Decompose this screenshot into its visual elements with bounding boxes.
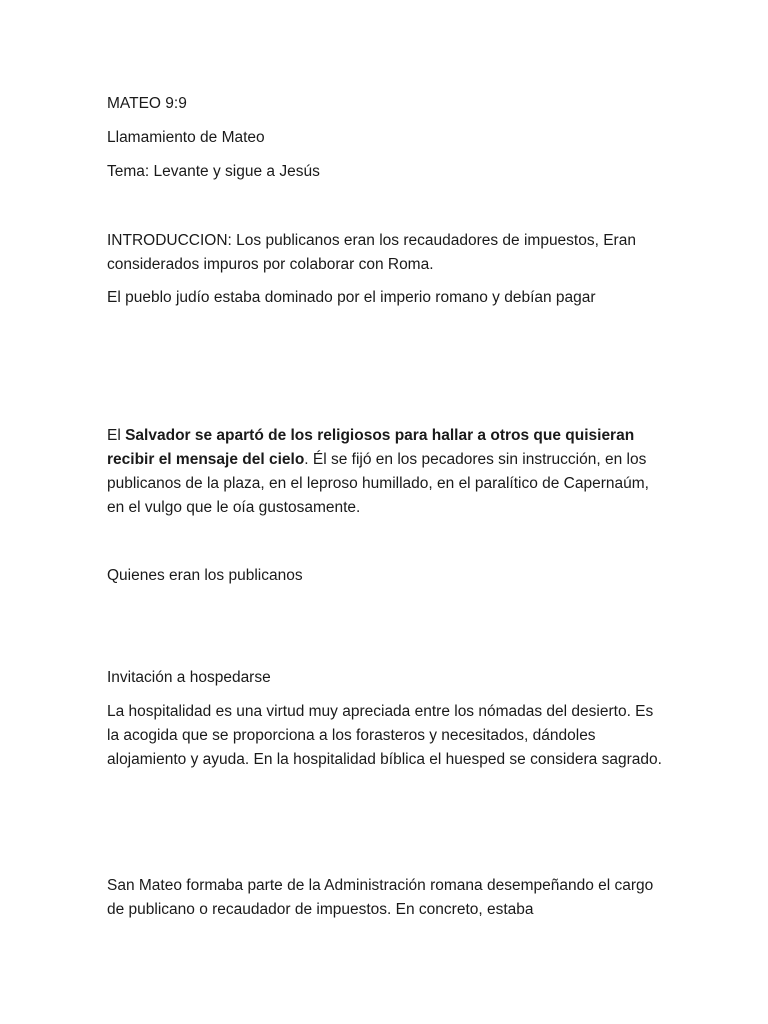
salvador-rest: . Él se fijó en los pecadores sin instrucción, en los publicanos de la plaza, en el leproso humillado, en el paralítico de Capernaúm, en el vulgo que le oía gustosamente. bbox=[107, 451, 649, 516]
introduction-paragraph: INTRODUCCION: Los publicanos eran los recaudadores de impuestos, Eran considerados impuros por colaborar con Roma. bbox=[107, 232, 636, 273]
salvador-prefix: El bbox=[107, 427, 126, 444]
pueblo-paragraph: El pueblo judío estaba dominado por el imperio romano y debían pagar bbox=[107, 289, 596, 306]
quienes-heading: Quienes eran los publicanos bbox=[107, 567, 303, 584]
document-title: MATEO 9:9 bbox=[107, 95, 187, 112]
document-subtitle: Llamamiento de Mateo bbox=[107, 129, 265, 146]
salvador-paragraph bbox=[107, 424, 667, 520]
hospitalidad-paragraph: La hospitalidad es una virtud muy apreciada entre los nómadas del desierto. Es la acogida que se proporciona a los forasteros y necesitados, dándoles alojamiento y ayuda. En la hospitalidad bíblica el huesped se considera sagrado. bbox=[107, 703, 662, 768]
san-mateo-paragraph: San Mateo formaba parte de la Administración romana desempeñando el cargo de publicano o recaudador de impuestos. En concreto, estaba bbox=[107, 877, 654, 918]
salvador-bold-text: Salvador se apartó de los religiosos para hallar a otros que quisieran recibir el mensaje del cielo bbox=[107, 427, 635, 468]
theme-line: Tema: Levante y sigue a Jesús bbox=[107, 163, 320, 180]
invitacion-heading: Invitación a hospedarse bbox=[107, 669, 271, 686]
